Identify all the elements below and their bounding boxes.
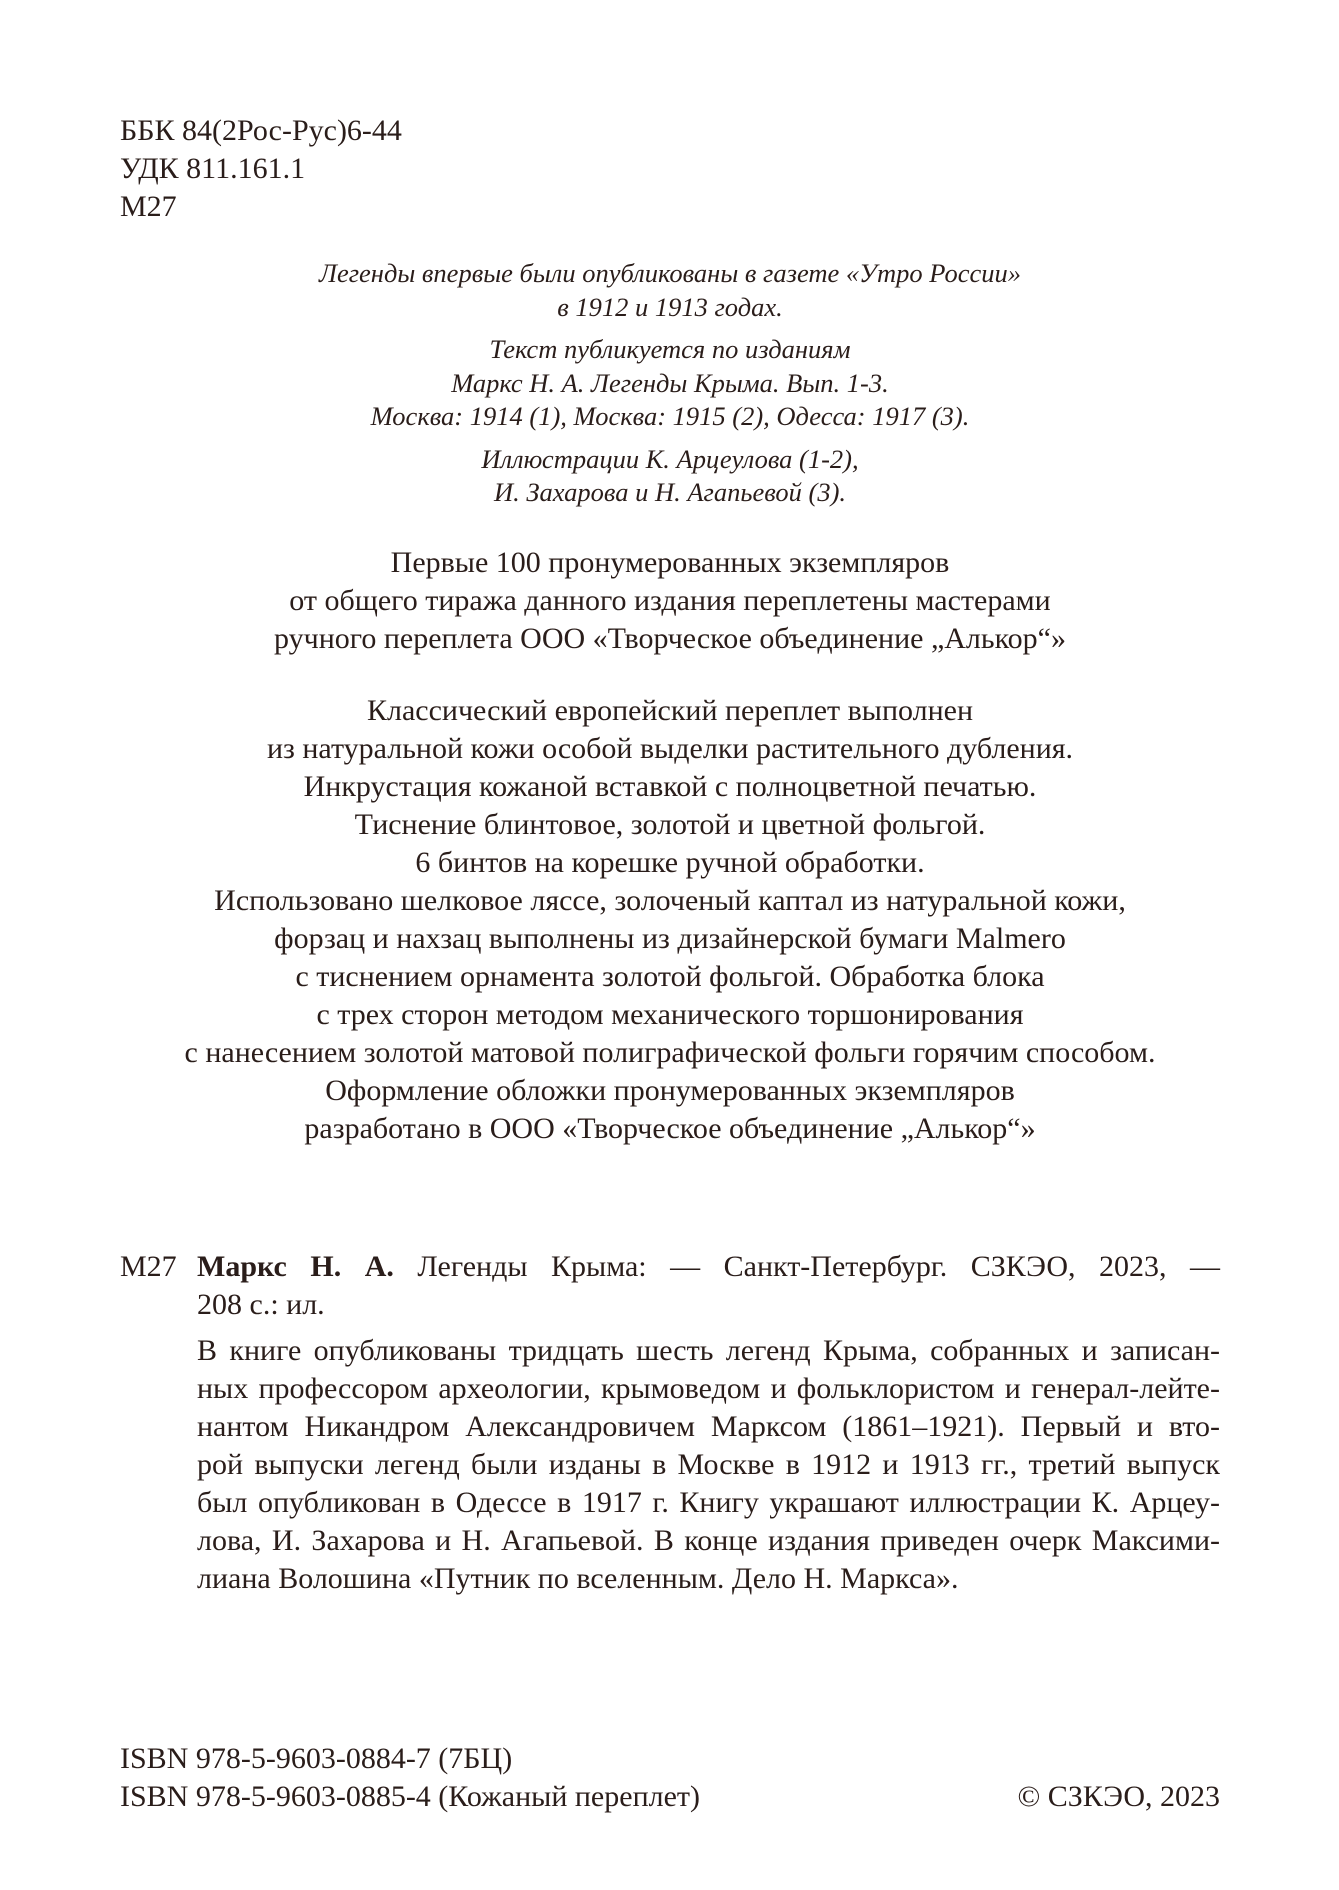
binding-line: из натуральной кожи особой выделки растительного дубления. <box>266 732 1074 765</box>
entry-code: М27 <box>120 1250 177 1283</box>
description-line: лова, И. Захарова и Н. Агапьевой. В конце издания приведен очерк Максими- <box>197 1524 1220 1557</box>
note-line: И. Захарова и Н. Агапьевой (3). <box>493 477 847 507</box>
copyright-notice: © СЗКЭО, 2023 <box>1017 1780 1220 1813</box>
binding-line: Оформление обложки пронумерованных экземпляров <box>325 1074 1015 1107</box>
note-line: Москва: 1914 (1), Москва: 1915 (2), Одесса: 1917 (3). <box>370 401 970 431</box>
description-line: лиана Волошина «Путник по вселенным. Дело Н. Маркса». <box>197 1562 959 1595</box>
binding-line: с нанесением золотой матовой полиграфической фольги горячим способом. <box>184 1036 1156 1069</box>
first-publication-note <box>120 257 1220 324</box>
binding-line: Классический европейский переплет выполнен <box>366 694 974 727</box>
classification-block <box>120 112 402 226</box>
entry-pages: 208 с.: ил. <box>197 1288 325 1321</box>
description-line: ных профессором археологии, крымоведом и фольклористом и генерал-лейте- <box>197 1372 1220 1405</box>
numbered-line: ручного переплета ООО «Творческое объединение „Алькор“» <box>274 622 1066 655</box>
entry-body <box>197 1248 1220 1598</box>
publication-notes <box>120 257 1220 510</box>
isbn-line: ISBN 978-5-9603-0885-4 (Кожаный переплет) <box>120 1780 701 1813</box>
numbered-line: Первые 100 пронумерованных экземпляров <box>390 546 950 579</box>
note-line: Текст публикуется по изданиям <box>489 334 851 364</box>
isbn-line: ISBN 978-5-9603-0884-7 (7БЦ) <box>120 1742 513 1775</box>
note-line: Маркс Н. А. Легенды Крыма. Вып. 1-3. <box>451 367 889 398</box>
bbk-code: ББК 84(2Рос-Рус)6-44 <box>120 114 402 147</box>
entry-author: Маркс Н. А. <box>197 1250 394 1283</box>
binding-line: 6 бинтов на корешке ручной обработки. <box>415 846 925 879</box>
entry-title: Легенды Крыма: — Санкт-Петербург. СЗКЭО, 2023, — <box>417 1250 1220 1283</box>
illustrations-note <box>120 443 1220 510</box>
numbered-copies-note <box>120 544 1220 658</box>
udk-code: УДК 811.161.1 <box>120 152 306 185</box>
binding-line: разработано в ООО «Творческое объединение „Алькор“» <box>304 1112 1036 1145</box>
isbn-block <box>120 1740 700 1816</box>
description-line: рой выпуски легенд были изданы в Москве в 1912 и 1913 гг., третий выпуск <box>197 1448 1220 1481</box>
binding-line: Использовано шелковое ляссе, золоченый каптал из натуральной кожи, <box>214 884 1126 917</box>
entry-title-line <box>197 1248 1220 1286</box>
author-mark: М27 <box>120 190 177 223</box>
entry-description <box>197 1332 1220 1598</box>
binding-line: форзац и нахзац выполнены из дизайнерской бумаги Malmero <box>274 922 1066 955</box>
note-line: в 1912 и 1913 годах. <box>557 291 783 322</box>
binding-line: Инкрустация кожаной вставкой с полноцветной печатью. <box>303 770 1037 803</box>
binding-line: с трех сторон методом механического торшонирования <box>316 998 1024 1031</box>
numbered-line: от общего тиража данного издания переплетены мастерами <box>289 584 1051 617</box>
binding-line: Тиснение блинтовое, золотой и цветной фольгой. <box>354 808 986 841</box>
note-line: Легенды впервые были опубликованы в газете «Утро России» <box>319 258 1021 288</box>
text-source-note <box>120 333 1220 434</box>
binding-description <box>120 692 1220 1148</box>
description-line: нантом Никандром Александровичем Марксом (1861–1921). Первый и вто- <box>197 1410 1220 1443</box>
description-line: В книге опубликованы тридцать шесть легенд Крыма, собранных и записан- <box>197 1334 1220 1367</box>
note-line: Иллюстрации К. Арцеулова (1-2), <box>481 443 859 474</box>
binding-line: с тиснением орнамента золотой фольгой. Обработка блока <box>295 960 1045 993</box>
description-line: был опубликован в Одессе в 1917 г. Книгу украшают иллюстрации К. Арцеу- <box>197 1486 1220 1519</box>
